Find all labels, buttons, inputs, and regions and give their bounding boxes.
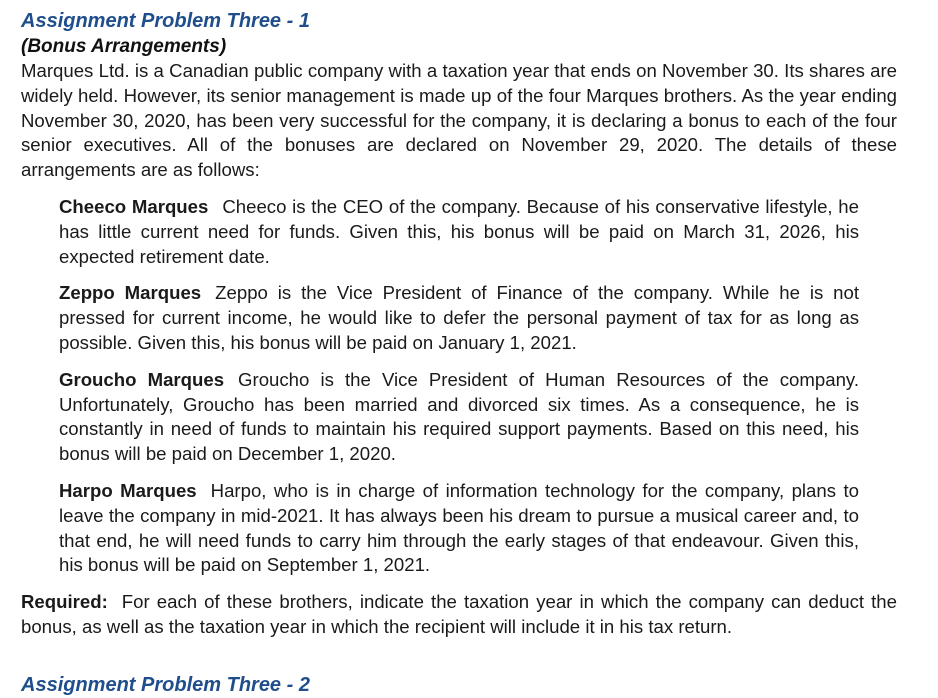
entry-text: Groucho is the Vice President of Human Resources of the company. Unfortunately, Groucho has been married and divorced six times. As a consequence, he is constantly in need of funds to maintain his required support payments. Based on this need, his bonus will be paid on December 1, 2020. [59,368,859,465]
entry-text: Zeppo is the Vice President of Finance of the company. While he is not pressed for current income, he would like to defer the personal payment of tax for as long as possible. Given this, his bonus will be paid on January 1, 2021. [59,282,860,353]
entry-name: Groucho Marques [59,368,225,390]
required-text: For each of these brothers, indicate the taxation year in which the company can deduct the bonus, as well as the taxation year in which the recipient will include it in his tax return. [21,591,897,637]
next-problem-title: Assignment Problem Three - 2 [21,674,310,696]
entry-text: Cheeco is the CEO of the company. Because of his conservative lifestyle, he has little current need for funds. Given this, his bonus will be paid on March 31, 2026, his expected retirement date. [59,195,859,267]
entry-name: Harpo Marques [59,479,197,501]
entry-name: Cheeco Marques [59,195,209,217]
entry-harpo [59,479,859,578]
intro-paragraph: Marques Ltd. is a Canadian public company with a taxation year that ends on November 30. Its shares are widely held. However, its senior management is made up of the four Marques brothers. As the year ending November 30, 2020, has been very successful for the company, it is declaring a bonus to each of the four senior executives. All of the bonuses are declared on November 29, 2020. The details of these arrangements are as follows: [21,60,897,181]
document-page [21,8,897,640]
required-section [21,590,897,640]
entry-zeppo [59,281,859,355]
problem-title: Assignment Problem Three - 1 [21,10,310,32]
required-label: Required: [21,591,108,613]
entry-text: Harpo, who is in charge of information technology for the company, plans to leave the company in mid-2021. It has always been his dream to pursue a musical career and, to that end, he will need funds to carry him through the early stages of that endeavour. Given this, his bonus will be paid on September 1, 2021. [59,479,859,576]
entry-cheeco [59,195,859,269]
entry-groucho [59,368,859,467]
problem-subtitle: (Bonus Arrangements) [21,36,227,57]
entry-name: Zeppo Marques [59,282,202,304]
